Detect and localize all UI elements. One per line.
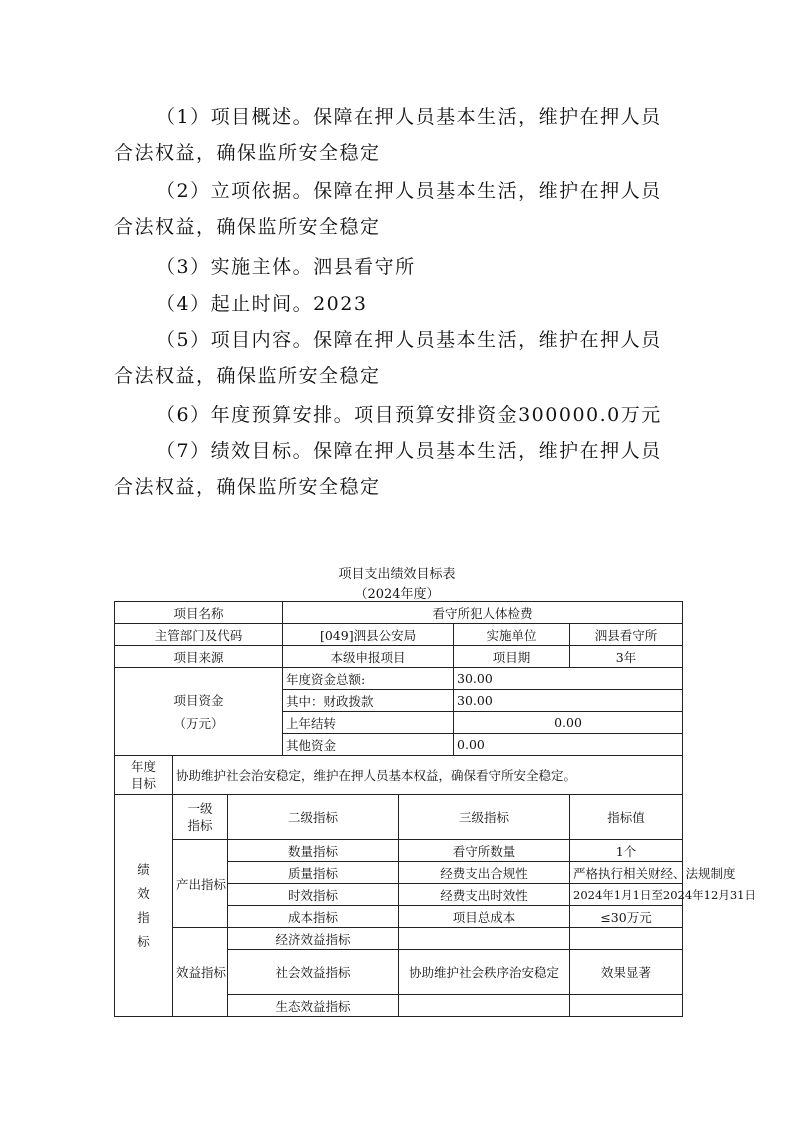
annual-goal-label-line2: 目标 (130, 776, 156, 791)
paragraph-5 (114, 322, 680, 394)
other-label: 其他资金 (283, 734, 454, 756)
table-row (115, 795, 683, 840)
perf-label-char: 标 (137, 933, 150, 949)
dept-label: 主管部门及代码 (115, 624, 283, 646)
table-row (115, 840, 683, 862)
project-name-label: 项目名称 (115, 602, 283, 624)
table-subtitle: （2024年度） (354, 587, 440, 602)
funds-unit-text: （万元） (173, 715, 224, 731)
level3-cell: 经费支出时效性 (399, 884, 570, 906)
paragraph-4-text: （4）起止时间。2023 (156, 293, 368, 315)
perf-label-char: 绩 (137, 861, 150, 877)
paragraph-2-text: （2）立项依据。保障在押人员基本生活，维护在押人员合法权益，确保监所安全稳定 (114, 180, 662, 238)
level3-header: 三级指标 (399, 795, 570, 840)
table-row (115, 602, 683, 624)
impl-unit-label: 实施单位 (454, 624, 570, 646)
fiscal-label: 其中：财政拨款 (283, 690, 454, 712)
level3-cell: 经费支出合规性 (399, 862, 570, 884)
table-row (115, 646, 683, 668)
perf-indicator-label (115, 795, 173, 1017)
source-value: 本级申报项目 (283, 646, 454, 668)
paragraph-5-text: （5）项目内容。保障在押人员基本生活，维护在押人员合法权益，确保监所安全稳定 (114, 329, 662, 387)
paragraph-1-text: （1）项目概述。保障在押人员基本生活，维护在押人员合法权益，确保监所安全稳定 (114, 106, 662, 164)
value-header: 指标值 (570, 795, 683, 840)
project-name-value: 看守所犯人体检费 (283, 602, 683, 624)
dept-value: [049]泗县公安局 (283, 624, 454, 646)
paragraph-7-text: （7）绩效目标。保障在押人员基本生活，维护在押人员合法权益，确保监所安全稳定 (114, 440, 662, 498)
perf-label-char: 效 (137, 885, 150, 901)
output-label: 产出指标 (173, 840, 228, 928)
funds-label-text: 项目资金 (173, 692, 224, 708)
paragraph-4 (114, 286, 680, 322)
level3-cell: 协助维护社会秩序治安稳定 (399, 950, 570, 995)
level3-cell: 看守所数量 (399, 840, 570, 862)
level3-cell (399, 928, 570, 950)
table-title: 项目支出绩效目标表 (338, 567, 456, 582)
period-value: 3年 (570, 646, 683, 668)
value-cell (570, 928, 683, 950)
annual-goal-label (115, 756, 173, 795)
level3-cell: 项目总成本 (399, 906, 570, 928)
table-row (115, 668, 683, 690)
paragraph-3-text: （3）实施主体。泗县看守所 (156, 256, 416, 278)
level2-cell: 成本指标 (228, 906, 399, 928)
level1-header (173, 795, 228, 840)
annual-total-value: 30.00 (454, 668, 683, 690)
level2-cell: 生态效益指标 (228, 995, 399, 1017)
source-label: 项目来源 (115, 646, 283, 668)
fiscal-value: 30.00 (454, 690, 683, 712)
value-cell: ≤30万元 (570, 906, 683, 928)
value-cell: 2024年1月1日至2024年12月31日 (570, 884, 683, 906)
perf-label-char: 指 (137, 909, 150, 925)
level2-cell: 经济效益指标 (228, 928, 399, 950)
paragraph-1 (114, 99, 680, 171)
value-cell: 严格执行相关财经、法规制度 (570, 862, 683, 884)
table-row (115, 756, 683, 795)
annual-goal-label-line1: 年度 (130, 759, 156, 774)
paragraph-6-text: （6）年度预算安排。项目预算安排资金300000.0万元 (156, 404, 662, 426)
table-row (115, 624, 683, 646)
paragraph-3 (114, 249, 680, 285)
impl-unit-value: 泗县看守所 (570, 624, 683, 646)
level2-header: 二级指标 (228, 795, 399, 840)
performance-table (114, 601, 756, 1017)
level2-cell: 时效指标 (228, 884, 399, 906)
carryover-label: 上年结转 (283, 712, 454, 734)
level1-header-line2: 指标 (187, 818, 213, 833)
annual-goal-value: 协助维护社会治安稳定，维护在押人员基本权益，确保看守所安全稳定。 (173, 756, 683, 795)
benefit-label: 效益指标 (173, 928, 228, 1017)
level1-header-line1: 一级 (187, 801, 213, 816)
level3-cell (399, 995, 570, 1017)
paragraph-7 (114, 433, 680, 505)
paragraph-2 (114, 173, 680, 245)
level2-cell: 数量指标 (228, 840, 399, 862)
period-label: 项目期 (454, 646, 570, 668)
level2-cell: 质量指标 (228, 862, 399, 884)
carryover-value: 0.00 (454, 712, 683, 734)
value-cell: 1个 (570, 840, 683, 862)
value-cell (570, 995, 683, 1017)
paragraph-6 (114, 397, 680, 433)
funds-label (115, 668, 283, 756)
other-value: 0.00 (454, 734, 683, 756)
annual-total-label: 年度资金总额: (283, 668, 454, 690)
table-row (115, 928, 683, 950)
value-cell: 效果显著 (570, 950, 683, 995)
level2-cell: 社会效益指标 (228, 950, 399, 995)
